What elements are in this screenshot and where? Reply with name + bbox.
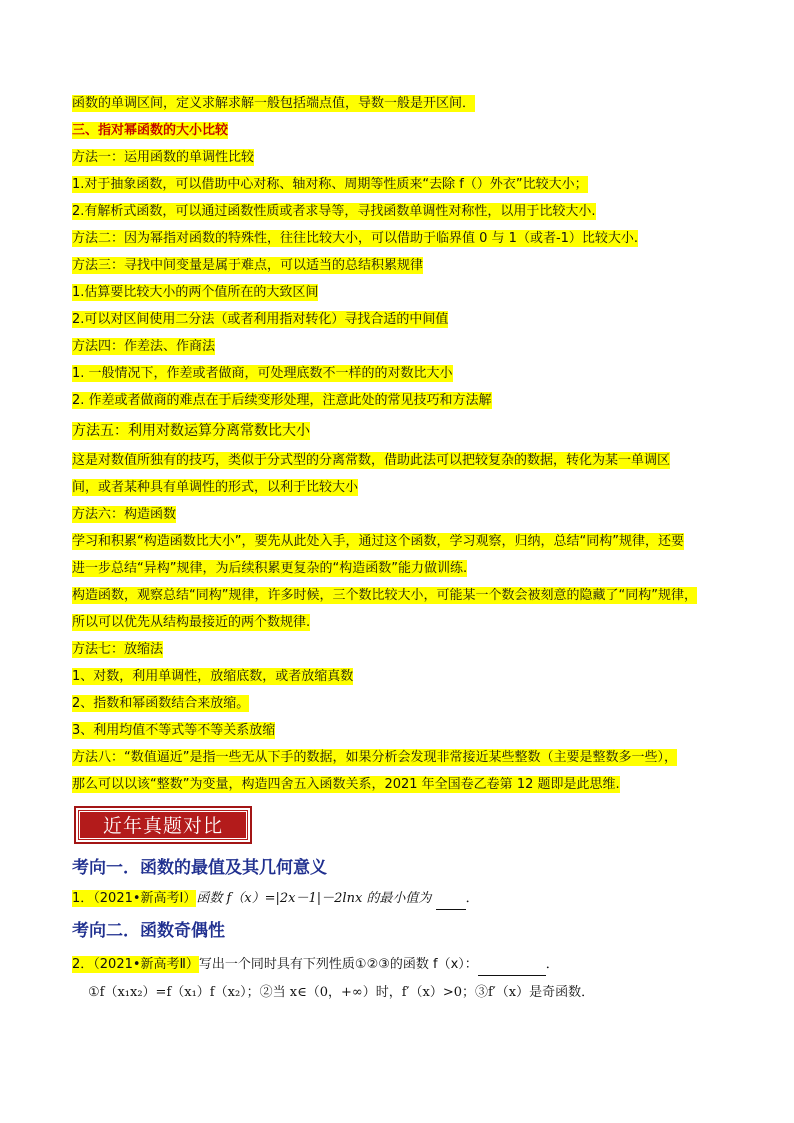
section-banner-label: 近年真题对比 — [79, 811, 247, 839]
method-5-text-2: 间，或者某种具有单调性的形式，以利于比较大小 — [72, 480, 359, 495]
method-7-item-3: 3、利用均值不等式等不等关系放缩 — [72, 723, 276, 738]
method-3-item-1: 1.估算要比较大小的两个值所在的大致区间 — [72, 285, 319, 300]
method-3-item-2: 2.可以对区间使用二分法（或者利用指对转化）寻找合适的中间值 — [72, 312, 449, 327]
method-1-title: 方法一：运用函数的单调性比较 — [72, 150, 255, 165]
method-2-title: 方法二：因为幂指对函数的特殊性，往往比较大小，可以借助于临界值 0 与 1（或者-1）比较大小. — [72, 231, 639, 246]
method-5-text-1: 这是对数值所独有的技巧，类似于分式型的分离常数，借助此法可以把较复杂的数据，转化为某一单调区 — [72, 453, 671, 468]
section-title-3: 三、指对幂函数的大小比较 — [72, 123, 229, 138]
question-2-text: 写出一个同时具有下列性质①②③的函数 f（x）： — [198, 957, 478, 972]
method-6-text-4: 所以可以优先从结构最接近的两个数规律. — [72, 615, 311, 630]
question-2-conditions: ①f（x₁x₂）=f（x₁）f（x₂）；②当 x∈（0，+∞）时，f′（x）>0；③f′（x）是奇函数． — [88, 985, 595, 1000]
heading-direction-1: 考向一．函数的最值及其几何意义 — [72, 858, 327, 878]
question-2-source: 2．（2021•新高考Ⅱ） — [72, 957, 199, 972]
method-7-title: 方法七：放缩法 — [72, 642, 164, 657]
method-7-item-1: 1、对数，利用单调性，放缩底数，或者放缩真数 — [72, 669, 354, 684]
method-6-text-1: 学习和积累“构造函数比大小”，要先从此处入手，通过这个函数，学习观察，归纳，总结“同构”规律，还要 — [72, 534, 684, 549]
question-1-text: 函数 f（x）=|2x－1|－2lnx 的最小值为 — [196, 891, 432, 906]
method-1-item-2: 2.有解析式函数，可以通过函数性质或者求导等，寻找函数单调性对称性，以用于比较大小. — [72, 204, 596, 219]
method-4-item-1: 1. 一般情况下，作差或者做商，可处理底数不一样的的对数比大小 — [72, 366, 453, 381]
method-8-text-1: 方法八：“数值逼近”是指一些无从下手的数据，如果分析会发现非常接近某些整数（主要是整数多一些）， — [72, 750, 677, 765]
method-6-title: 方法六：构造函数 — [72, 507, 177, 522]
text-line-1: 函数的单调区间，定义求解求解一般包括端点值，导数一般是开区间． — [72, 96, 476, 111]
question-2-answer-blank[interactable] — [478, 955, 546, 976]
method-1-item-1: 1.对于抽象函数，可以借助中心对称、轴对称、周期等性质来“去除 f（）外衣”比较大小； — [72, 177, 588, 192]
method-5-title: 方法五：利用对数运算分离常数比大小 — [72, 423, 310, 439]
section-banner — [74, 806, 252, 844]
method-4-title: 方法四：作差法、作商法 — [72, 339, 216, 354]
question-2-end: ． — [545, 957, 559, 972]
question-1 — [72, 889, 479, 910]
question-1-answer-blank[interactable] — [436, 889, 466, 910]
method-4-item-2: 2. 作差或者做商的难点在于后续变形处理，注意此处的常见技巧和方法解 — [72, 393, 492, 408]
question-1-end: ． — [465, 891, 479, 906]
method-3-title: 方法三：寻找中间变量是属于难点，可以适当的总结积累规律 — [72, 258, 424, 273]
question-2 — [72, 955, 559, 976]
method-7-item-2: 2、指数和幂函数结合来放缩。 — [72, 696, 250, 711]
method-8-text-2: 那么可以以该“整数”为变量，构造四舍五入函数关系，2021 年全国卷乙卷第 12 题即是此思维. — [72, 777, 620, 792]
question-1-source: 1．（2021•新高考Ⅰ） — [72, 891, 197, 906]
method-6-text-2: 进一步总结“异构”规律，为后续积累更复杂的“构造函数”能力做训练. — [72, 561, 468, 576]
heading-direction-2: 考向二．函数奇偶性 — [72, 921, 225, 941]
method-6-text-3: 构造函数，观察总结“同构”规律，许多时候，三个数比较大小，可能某一个数会被刻意的隐藏了“同构”规律， — [72, 588, 697, 603]
